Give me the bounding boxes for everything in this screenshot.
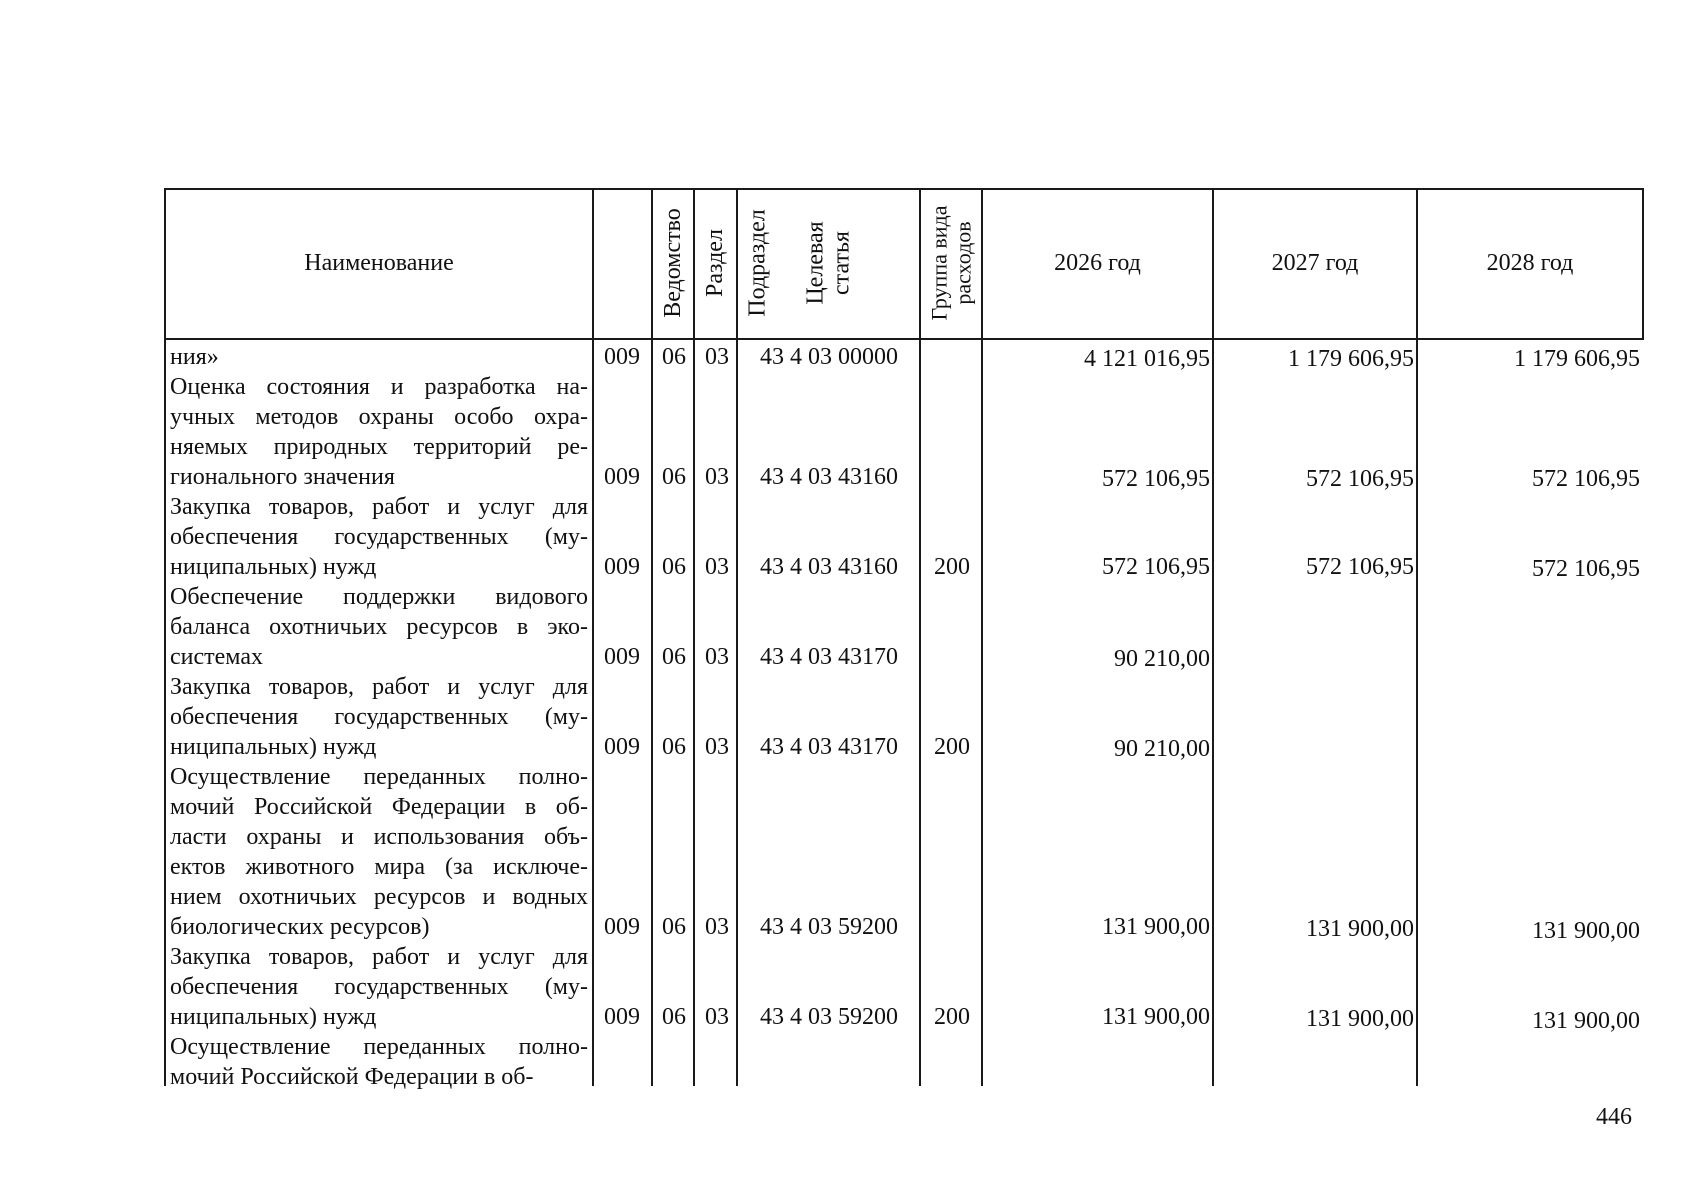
row-2026: 131 900,00 bbox=[1102, 914, 1210, 940]
row-name: Осуществление переданных полно- мочий Российской Федерации в об- ласти охраны и использования объ- ектов животного мира (за исключе- нием охотничьих ресурсов и водных биологических ресурсов) bbox=[170, 764, 588, 940]
row-2027: 1 179 606,95 bbox=[1288, 346, 1414, 372]
row-name: ния» bbox=[170, 344, 219, 370]
row-celevaya-statya: 43 4 03 43160 bbox=[760, 464, 898, 490]
header-gruppa-vida-rashodov: Группа вида расходов bbox=[926, 205, 976, 321]
header-podrazdel: Подраздел bbox=[744, 209, 771, 317]
row-gruppa: 200 bbox=[934, 734, 970, 760]
row-vedomstvo: 009 bbox=[604, 734, 640, 760]
row-vedomstvo: 009 bbox=[604, 344, 640, 370]
row-vedomstvo: 009 bbox=[604, 644, 640, 670]
row-name: Закупка товаров, работ и услуг для обеспечения государственных (му- ниципальных) нужд bbox=[170, 944, 588, 1030]
row-2026: 572 106,95 bbox=[1102, 554, 1210, 580]
row-podrazdel: 03 bbox=[705, 734, 729, 760]
row-razdel: 06 bbox=[662, 464, 686, 490]
row-2028: 131 900,00 bbox=[1532, 918, 1640, 944]
row-name: Обеспечение поддержки видового баланса охотничьих ресурсов в эко- системах bbox=[170, 584, 588, 670]
budget-table bbox=[164, 188, 1644, 1090]
header-year-2028: 2028 год bbox=[1486, 249, 1574, 276]
header-year-2027: 2027 год bbox=[1271, 249, 1359, 276]
row-2026: 90 210,00 bbox=[1114, 736, 1210, 762]
row-celevaya-statya: 43 4 03 59200 bbox=[760, 914, 898, 940]
row-vedomstvo: 009 bbox=[604, 554, 640, 580]
row-celevaya-statya: 43 4 03 43160 bbox=[760, 554, 898, 580]
row-2027: 131 900,00 bbox=[1306, 916, 1414, 942]
row-razdel: 06 bbox=[662, 554, 686, 580]
row-2028: 572 106,95 bbox=[1532, 556, 1640, 582]
header-celevaya-statya: Целевая статья bbox=[802, 221, 855, 305]
row-2026: 572 106,95 bbox=[1102, 466, 1210, 492]
row-razdel: 06 bbox=[662, 344, 686, 370]
row-razdel: 06 bbox=[662, 644, 686, 670]
row-razdel: 06 bbox=[662, 914, 686, 940]
header-year-2026: 2026 год bbox=[1054, 249, 1141, 276]
row-name: Закупка товаров, работ и услуг для обеспечения государственных (му- ниципальных) нужд bbox=[170, 494, 588, 580]
row-name: Закупка товаров, работ и услуг для обеспечения государственных (му- ниципальных) нужд bbox=[170, 674, 588, 760]
row-2027: 131 900,00 bbox=[1306, 1006, 1414, 1032]
row-2026: 131 900,00 bbox=[1102, 1004, 1210, 1030]
row-2027: 572 106,95 bbox=[1306, 554, 1414, 580]
row-podrazdel: 03 bbox=[705, 554, 729, 580]
row-2028: 1 179 606,95 bbox=[1514, 346, 1640, 372]
row-gruppa: 200 bbox=[934, 554, 970, 580]
row-razdel: 06 bbox=[662, 1004, 686, 1030]
row-2028: 131 900,00 bbox=[1532, 1008, 1640, 1034]
row-celevaya-statya: 43 4 03 59200 bbox=[760, 1004, 898, 1030]
row-vedomstvo: 009 bbox=[604, 1004, 640, 1030]
row-2026: 4 121 016,95 bbox=[1084, 346, 1210, 372]
header-name: Наименование bbox=[304, 249, 454, 276]
row-celevaya-statya: 43 4 03 43170 bbox=[760, 734, 898, 760]
header-vedomstvo: Ведомство bbox=[660, 208, 686, 318]
row-podrazdel: 03 bbox=[705, 344, 729, 370]
row-2028: 572 106,95 bbox=[1532, 466, 1640, 492]
row-vedomstvo: 009 bbox=[604, 464, 640, 490]
row-name: Оценка состояния и разработка на- учных методов охраны особо охра- няемых природных территорий ре- гионального значения bbox=[170, 374, 588, 490]
row-podrazdel: 03 bbox=[705, 1004, 729, 1030]
row-2026: 90 210,00 bbox=[1114, 646, 1210, 672]
row-name: Осуществление переданных полно- мочий Российской Федерации в об- bbox=[170, 1034, 588, 1090]
row-celevaya-statya: 43 4 03 43170 bbox=[760, 644, 898, 670]
row-vedomstvo: 009 bbox=[604, 914, 640, 940]
row-celevaya-statya: 43 4 03 00000 bbox=[760, 344, 898, 370]
row-podrazdel: 03 bbox=[705, 644, 729, 670]
row-podrazdel: 03 bbox=[705, 464, 729, 490]
row-gruppa: 200 bbox=[934, 1004, 970, 1030]
row-2027: 572 106,95 bbox=[1306, 466, 1414, 492]
header-razdel: Раздел bbox=[701, 229, 728, 297]
row-razdel: 06 bbox=[662, 734, 686, 760]
row-podrazdel: 03 bbox=[705, 914, 729, 940]
page-number: 446 bbox=[1596, 1104, 1632, 1130]
